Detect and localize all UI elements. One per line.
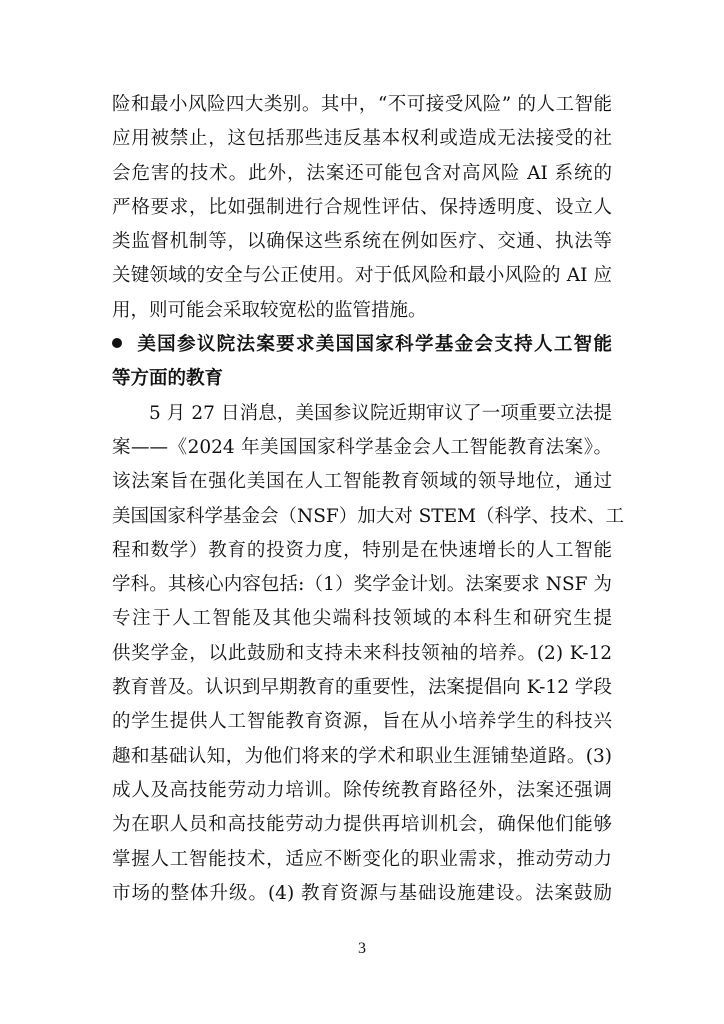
text-line: 为在职人员和高技能劳动力提供再培训机会，确保他们能够 [112,814,612,836]
text-line: 成人及高技能劳动力培训。除传统教育路径外，法案还强调 [112,779,612,801]
text-line: 严格要求，比如强制进行合规性评估、保持透明度、设立人 [112,196,612,218]
text-line: 程和数学）教育的投资力度，特别是在快速增长的人工智能 [112,539,612,561]
text-line: 教育普及。认识到早期教育的重要性，法案提倡向 K-12 学段 [112,677,612,699]
text-line: 类监督机制等，以确保这些系统在例如医疗、交通、执法等 [112,231,612,253]
text-line: 掌握人工智能技术，适应不断变化的职业需求，推动劳动力 [112,848,612,870]
text-line: 美国国家科学基金会（NSF）加大对 STEM（科学、技术、工 [112,505,625,527]
text-line: 5 月 27 日消息，美国参议院近期审议了一项重要立法提 [149,402,612,424]
text-line: 市场的整体升级。(4) 教育资源与基础设施建设。法案鼓励 [112,882,612,904]
heading-text: 美国参议院法案要求美国国家科学基金会支持人工智能 [136,334,612,356]
text-line: 用，则可能会采取较宽松的监管措施。 [112,299,427,321]
section-heading-continued: 等方面的教育 [112,368,224,390]
text-line: 的学生提供人工智能教育资源，旨在从小培养学生的科技兴 [112,711,612,733]
text-line: 学科。其核心内容包括:（1）奖学金计划。法案要求 NSF 为 [112,574,612,596]
bullet-icon [112,338,122,348]
text-line: 供奖学金，以此鼓励和支持未来科技领袖的培养。(2) K-12 [112,642,612,664]
text-line: 关键领域的安全与公正使用。对于低风险和最小风险的 AI 应 [112,265,612,287]
document-body [112,88,625,911]
page-number: 3 [358,940,366,957]
text-line: 专注于人工智能及其他尖端科技领域的本科生和研究生提 [112,608,612,630]
text-line: 险和最小风险四大类别。其中，“不可接受风险” 的人工智能 [112,94,612,115]
section-heading [112,328,612,362]
text-line: 趣和基础认知，为他们将来的学术和职业生涯铺垫道路。(3) [112,745,612,767]
text-line: 该法案旨在强化美国在人工智能教育领域的领导地位，通过 [112,471,612,493]
text-line: 会危害的技术。此外，法案还可能包含对高风险 AI 系统的 [112,162,612,184]
text-line: 应用被禁止，这包括那些违反基本权利或造成无法接受的社 [112,128,612,150]
text-line: 案——《2024 年美国国家科学基金会人工智能教育法案》。 [112,436,612,458]
